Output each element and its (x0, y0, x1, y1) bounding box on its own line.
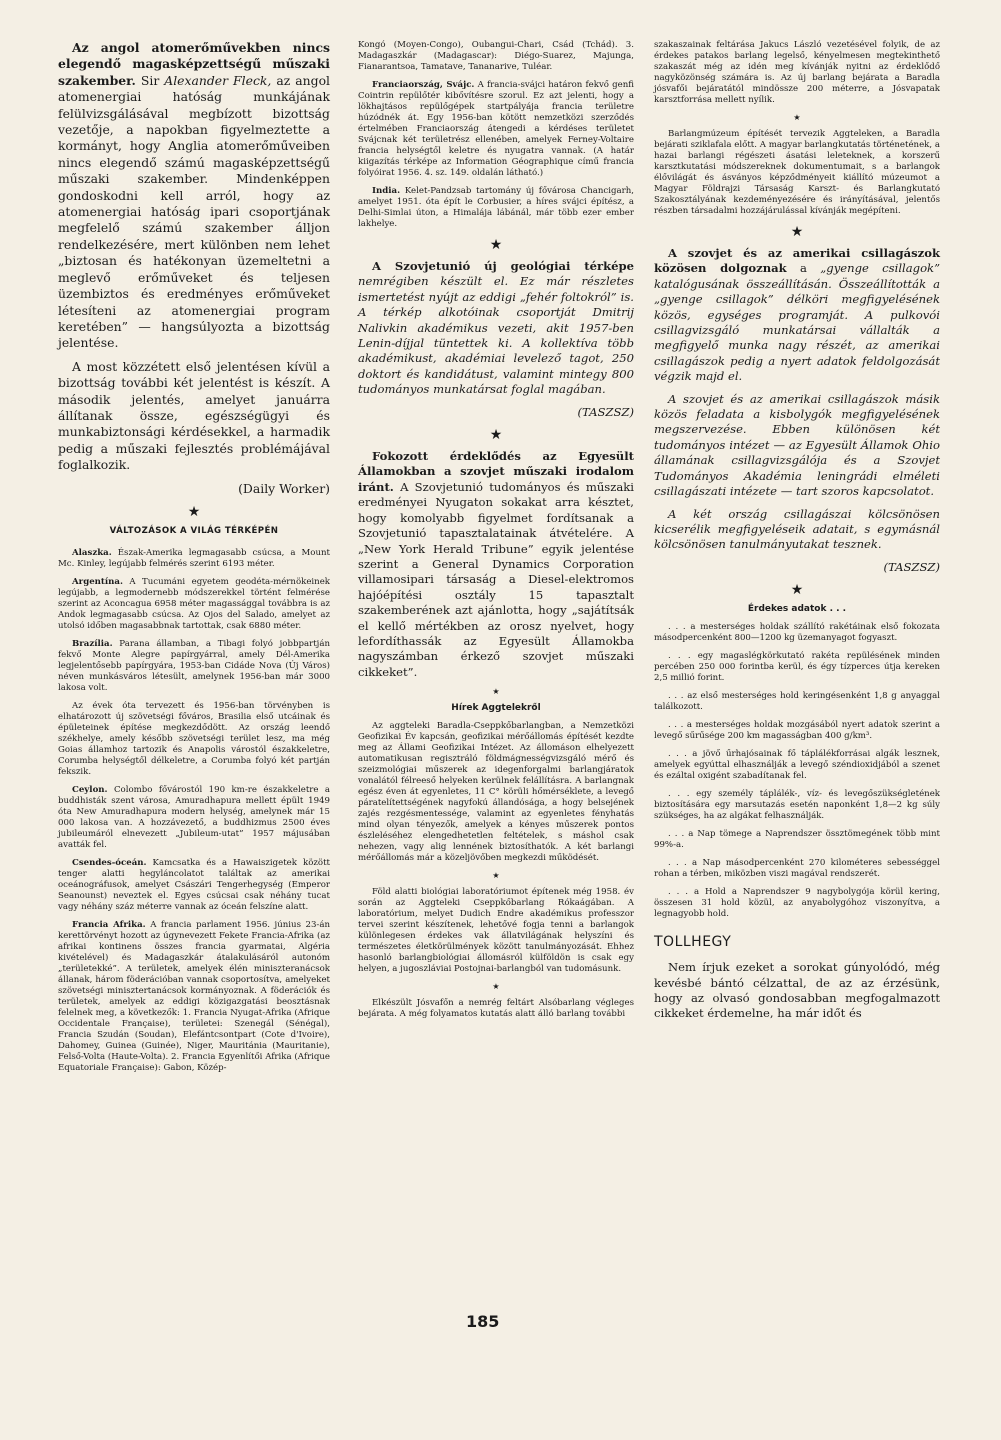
item-lead: Csendes-óceán. (72, 857, 147, 868)
article-text: nemrégiben készült el. Ez már részletes ismertetést nyújt az eddigi „fehér foltokról” is. A térkép alkotóinak csoportját Dmitrij Nalivkin akadémikus vezeti, akit 1957-ben Lenin-díjjal tüntettek ki. A kollektíva több akadémikust, akadémiai levelező tagot, 250 doktort és kandidátust, valamint mintegy 800 tudományos munkatársat foglal magában. (358, 274, 634, 397)
article-us-interest (358, 449, 634, 680)
news-continuation: szakaszainak feltárása Jakucs László vezetésével folyik, de az érdekes patakos barlang legelső, kényelmesen megtekinthető szakaszát még az idén meg kívánják nyitni az érdeklődő nagyközönség számára is. Az új barlang bejárata a Baradla jósvafői bejáratától mindössze 200 méterre, a Jósvapatak karsztforrása mellett nyílik. (654, 40, 940, 105)
item-text: Kamcsatka és a Hawaiszigetek között tenger alatti hegyláncolatot találtak az amerikai oceánográfusok, amelyet Császári Tengerhegység (Emperor Seanounst) neveztek el. Egyes csúcsai csak néhány tucat vagy néhány száz méterre vannak az óceán felszíne alatt. (58, 857, 330, 912)
article-text: A Szovjetunió tudományos és műszaki eredményei Nyugaton sokakat arra késztet, hogy komolyabb figyelmet fordítsanak a Szovjetunió tapasztalatainak átvételére. A „New York Herald Tribune” egyik jelentése szerint a General Dynamics Corporation villamosipari társaság a Diesel-elektromos hajóépítési osztály 15 tapasztalt szakemberének azt ajánlotta, hogy „sajátítsák el kellő mértékben az orosz nyelvet, hogy lefordíthassák az Egyesült Államokba nagyszámban érkező szovjet műszaki cikkeket”. (358, 479, 634, 679)
article-headline: A szovjet és az amerikai csillagászok közösen dolgoznak (654, 246, 940, 276)
article-text: Sir (135, 72, 165, 88)
article-source: (TASZSZ) (883, 559, 940, 574)
list-continuation: Kongó (Moyen-Congo), Oubangui-Chari, Csád (Tchád). 3. Madagaszkár (Madagascar): Diégo-Suarez, Majunga, Fianarantsoa, Tamatave, Tananarive, Tuléar. (358, 40, 634, 72)
news-paragraph: Barlangmúzeum építését tervezik Aggteleken, a Baradla bejárati sziklafala előtt. A magyar barlangkutatás történetének, a hazai barlangi régészeti ásatási leleteknek, a korszerű karsztkutatási módszereknek dokumentumait, s a barlangok élővilágát és ásványos képződményeit kiállító múzeumot a Magyar Földrajzi Társaság Karszt- és Barlangkutató Szakosztályának kezdeményezésére és irányításával, jelentős részben társadalmi hozzájárulással kívánják megépíteni. (654, 129, 940, 216)
list-item (58, 577, 330, 632)
item-text: Colombo fővárostól 190 km-re északkeletre a buddhisták szent városa, Amuradhapura mellett épült 1949 óta New Amuradhapura modern helység, amelynek már 15 000 lakosa van. A hozzávezető, a buddhizmus 2500 éves jubileumáról elnevezett „Jubileum-utat” 1957 májusában avatták fel. (58, 784, 330, 850)
news-paragraph: Az aggteleki Baradla-Cseppkőbarlangban, a Nemzetközi Geofizikai Év kapcsán, geofizikai mérőállomás építését kezdte meg az Állami Geofizikai Intézet. Az állomáson elhelyezett automatikusan regisztráló földmágnességvizsgáló mérő és szeizmológiai műszerek az idegenforgalmi barlangjáratok vonalától félreeső helyeken kerülnek felállításra. A barlangnak egész éven át egyenletes, 11 C° körüli hőmérséklete, a levegő páratelítettségének nagyfokú állandósága, a hogy belsejének zajés rezgésmentessége, valamint az egyenletes fényhatás mind olyan tényezők, amelyek a kényes műszerek pontos észleléséhez elengedhetetlen feltételek, s máshol csak nehezen, vagy alig lennének biztosíthatók. A két barlangi mérőállomás már a közeljövőben megkezdi működését. (358, 721, 634, 864)
item-lead: Argentína. (72, 576, 123, 587)
article-headline: A Szovjetunió új geológiai térképe (372, 259, 634, 273)
separator-star: ★ (790, 224, 804, 240)
list-item (58, 701, 330, 778)
fact-item: . . . egy magaslégkörkutató rakéta repülésének minden percében 250 000 forintba kerül, és égy tízperces útja kereken 2,5 millió forint. (654, 651, 940, 684)
section-heading: Érdekes adatok . . . (747, 604, 847, 615)
news-paragraph: Elkészült Jósvafőn a nemrég feltárt Alsóbarlang végleges bejárata. A még folyamatos kutatás alatt álló barlang további (358, 998, 634, 1020)
fact-item: . . . a Hold a Naprendszer 9 nagybolygója körül kering, összesen 31 hold közül, az anyabolygóhoz viszonyítva, a legnagyobb hold. (654, 887, 940, 920)
list-item (58, 639, 330, 694)
fact-item: . . . a mesterséges holdak mozgásából nyert adatok szerint a levegő sűrűsége 200 km magasságban 400 g/km³. (654, 720, 940, 742)
item-text: Parana államban, a Tibagi folyó jobbpartján fekvő Monte Alegre papírgyárral, amely Dél-Amerika legjelentősebb papírgyára, 1953-ban Cidáde Nova (Új Város) néven munkásváros létesült, amelynek 1956-ban már 3000 lakosa volt. (58, 638, 330, 693)
separator-star: ★ (187, 503, 201, 520)
item-text: A francia parlament 1956. június 23-án kerettörvényt hozott az úgynevezett Fekete Francia-Afrika (az afrikai kontinens összes francia gyarmatai, Algéria kivételével) és Madagaszkár átalakulásáról autonóm „területekké”. A területek, amelyek élén miniszteranácsok állanak, három föderációban vannak csoportosítva, amelyeket szövetségi minisztertanácsok kormányoznak. A föderációk és területek, amelyek az eddigi közigazgatási beosztásnak felelnek meg, a következők: 1. Francia Nyugat-Afrika (Afrique Occidentale Française), területei: Szenegál (Sénégal), Francia Szudán (Soudan), Elefántcsontpart (Cote d'Ivoire), Dahomey, Guinea (Guinée), Niger, Mauritánia (Mauritanie), Felső-Volta (Haute-Volta). 2. Francia Egyenlítői Afrika (Afrique Equatoriale Française): Gabon, Közép- (58, 919, 330, 1073)
item-lead: Alaszka. (72, 547, 112, 558)
column-middle (358, 40, 634, 1027)
news-paragraph: Föld alatti biológiai laboratóriumot építenek még 1958. év során az Aggteleki Cseppkőbarlang Rókaágában. A laboratórium, melyet Dudich Endre akadémikus professzor tervei szerint készítenek, lehetővé fogja tenni a barlangok különlegesen érdekes vak állatvilágának helyszíni és természetes életkörülmények között tanulmányozását. Ehhez hasonló barlangbiológiai állomásról külföldön is csak egy helyen, a jugoszláviai Postojnai-barlangból van tudomásunk. (358, 887, 634, 975)
list-item (58, 858, 330, 913)
item-text: A francia-svájci határon fekvő genfi Cointrin repülőtér kibővítésre szorul. Ez azt jelenti, hogy a lökhajtásos repülőgépek startpályája francia területre húzódnék át. Egy 1956-ban kötött nemzetközi szerződés értelmében Franciaország átengedi a kérdéses területet Svájcnak két területrész ellenében, amelyek Ferney-Voltaire francia helységtől keletre és nyugatra vannak. (A határ kiigazítás térképe az Information Géographique című francia folyóirat 1956. 4. sz. 149. oldalán látható.) (358, 80, 634, 178)
item-lead: Brazília. (72, 638, 113, 649)
column-right (654, 40, 940, 1029)
separator-star: ★ (489, 237, 503, 253)
item-text: Észak-Amerika legmagasabb csúcsa, a Mount Mc. Kinley, legújabb felmérés szerint 6193 méter. (58, 547, 330, 569)
item-text: Kelet-Pandzsab tartomány új fővárosa Chancigarh, amelyet 1951. óta épít le Corbusier, a híres svájci építész, a Delhi-Simlai úton, a Himalája lábánál, már több ezer ember lakhelye. (358, 186, 634, 229)
item-text: Az évek óta tervezett és 1956-ban törvényben is elhatározott új szövetségi főváros, Brasilia első utcáinak és épületeinek építése megkezdődött. Az ország leendő székhelye, amely később szövetségi terület lesz, ma még Goias államhoz tartozik és Anapolis várostól északkeletre, Corumba helységtől délkeletre, a Corumba folyó két partján fekszik. (58, 700, 330, 777)
list-item (358, 80, 634, 179)
person-name: Alexander Fleck, (164, 72, 272, 88)
section-heading: VÁLTOZÁSOK A VILÁG TÉRKÉPÉN (109, 525, 279, 536)
article-source: (Daily Worker) (238, 480, 330, 496)
fact-item: . . . a mesterséges holdak szállító rakétáinak első fokozata másodpercenként 800—1200 kg üzemanyagot fogyaszt. (654, 622, 940, 644)
fact-item: . . . egy személy táplálék-, víz- és levegőszükségletének biztosítására egy marsutazás esetén naponként 1,8—2 kg súly szükséges, ha az algákat felhasználják. (654, 789, 940, 822)
list-item (58, 920, 330, 1074)
article-text: „gyenge csillagok” katalógusának összeállításán. Összeállították a „gyenge csillagok” délköri megfigyelésének közös, egységes programját. A pulkovói csillagvizsgáló munkatársai vállalták a megfigyelő munka nagy részét, az amerikai csillagászok pedig a nyert adatok feldolgozását végzik majd el. (654, 261, 940, 384)
map-changes-list (58, 548, 330, 1074)
separator-star: ★ (489, 427, 503, 444)
facts-list (654, 622, 940, 920)
item-lead: Francia Afrika. (72, 919, 146, 930)
list-item (358, 186, 634, 230)
separator-star: ★ (793, 113, 801, 122)
list-item (58, 548, 330, 570)
section-title-tollhegy: TOLLHEGY (654, 934, 732, 951)
article-paragraph: A szovjet és az amerikai csillagászok másik közös feladata a kisbolygók megfigyelésének megszervezése. Ebben különösen két tudományos intézet — az Egyesült Államok Ohio államának csillagvizsgálója és a Szovjet Tudományos Akadémia leningrádi elméleti csillagászati intézete — tart szoros kapcsolatot. (654, 391, 940, 499)
fact-item: . . . a Nap másodpercenként 270 kilométeres sebességgel rohan a térben, miközben viszi magával rendszerét. (654, 858, 940, 880)
fact-item: . . . az első mesterséges hold keringésenként 1,8 g anyaggal találkozott. (654, 691, 940, 713)
article-text: a (786, 261, 821, 276)
separator-star: ★ (492, 687, 500, 697)
item-lead: Ceylon. (72, 784, 108, 795)
item-text: A Tucumáni egyetem geodéta-mérnökeinek legújabb, a legmodernebb módszerekkel történt felmérése szerint az Aconcagua 6958 méter magassággal továbbra is az Andok legmagasabb csúcsa. Az Ojos del Salado, amelyet az utolsó időben magasabbnak tartottak, csak 6880 méter. (58, 576, 330, 631)
separator-star: ★ (492, 982, 500, 992)
list-item (58, 785, 330, 851)
page-number: 185 (466, 1312, 500, 1331)
article-geology-map (358, 259, 634, 398)
article-headline: Fokozott érdeklődés az Egyesült Államokban a szovjet műszaki irodalom iránt. (358, 449, 634, 494)
article-headline: Az angol atomerőművekben nincs elegendő magasképzettségű műszaki szakember. (58, 40, 330, 88)
article-paragraph: A két ország csillagászai kölcsönösen kicserélik megfigyeléseik adatait, s egymásnál kölcsönösen tanulmányutakat tesznek. (654, 506, 940, 552)
article-atom-plants (58, 40, 330, 352)
item-lead: Franciaország, Svájc. (372, 80, 475, 90)
article-source: (TASZSZ) (577, 404, 634, 419)
section-heading: Hírek Aggtelekről (451, 703, 541, 714)
item-lead: India. (372, 186, 401, 196)
separator-star: ★ (492, 871, 500, 881)
separator-star: ★ (790, 582, 804, 599)
article-paragraph: A most közzétett első jelentésen kívül a bizottság további két jelentést is készít. A második jelentés, amelyet januárra állítanak össze, egészségügyi és munkabiztonsági kérdésekkel, a harmadik pedig a műszaki fejlesztés problémájával foglalkozik. (58, 358, 330, 473)
article-astronomers (654, 246, 940, 385)
column-left (58, 40, 330, 1081)
fact-item: . . . a jövő űrhajósainak fő táplálékforrásai algák lesznek, amelyek egyúttal elhasználják a levegő széndioxidjából a szenet és ezáltal oxigént szabadítanak fel. (654, 749, 940, 782)
tollhegy-text: Nem írjuk ezeket a sorokat gúnyolódó, még kevésbé bántó célzattal, de az az érzésünk, hogy az olvasó gondosabban megfogalmazott cikkeket érdemelne, ha már időt és (654, 960, 940, 1021)
article-text: az angol atomenergiai hatóság munkájának felülvizsgálásával megbízott bizottság vezetője, a napokban figyelmeztette a kormányt, hogy Angliа atomerőműveiben nincs elegendő számú magasképzettségű műszaki szakember. Mindenképpen gondoskodni kell arról, hogy az atomenergiai hatóság ipari csoportjának megfelelő számú szakember álljon rendelkezésére, mert különben nem lehet „biztosan és hatékonyan üzemeltetni a meglevő erőműveket és teljesen üzembiztos és eredményes erőműveket létesíteni az atomenergiai program keretében” — hangsúlyozta a bizottság jelentése. (58, 72, 330, 351)
fact-item: . . . a Nap tömege a Naprendszer össztömegének több mint 99%-a. (654, 829, 940, 851)
